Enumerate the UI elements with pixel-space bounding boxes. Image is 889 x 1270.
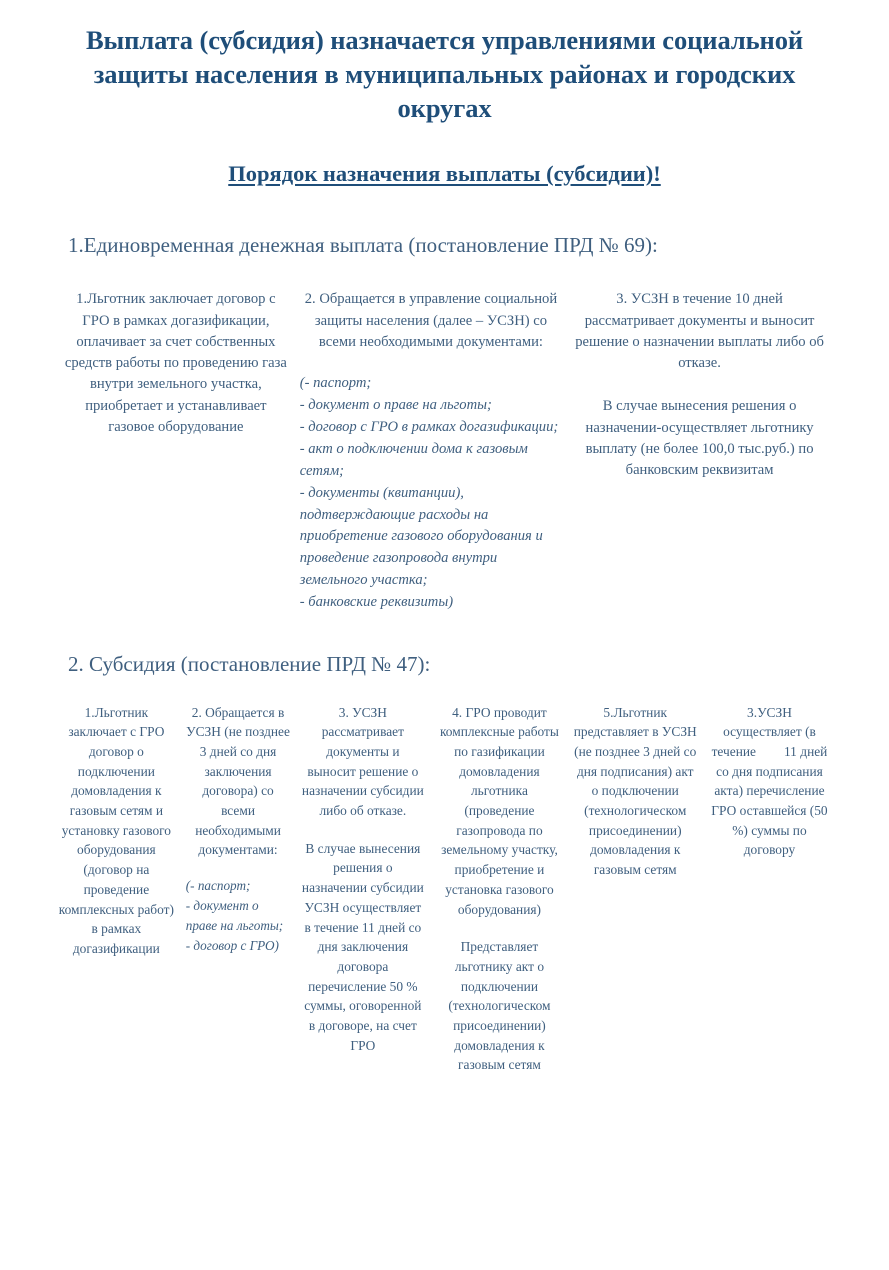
document-item: - договор с ГРО): [185, 937, 279, 953]
page-title: Выплата (субсидия) назначается управлениями социальной защиты населения в муниципальных районах и городских округах: [85, 25, 804, 123]
section-1-step-3: [568, 289, 831, 481]
step-text: [707, 703, 832, 861]
subtitle-container: [0, 126, 889, 187]
section-2-heading: 2. Субсидия (постановление ПРД № 47):: [68, 651, 431, 676]
document-item: (- паспорт;: [299, 375, 372, 392]
step-text: 5.Льготник представляет в УСЗН (не позднее 3 дней со дня подписания) акт о подключении (технологическом присоединении) домовладения к газовым сетям: [573, 704, 697, 878]
document-item: - документ о праве на льготы;: [185, 897, 284, 933]
step-text: 3. УСЗН в течение 10 дней рассматривает документы и выносит решение о назначении выплаты либо об отказе.: [575, 291, 824, 372]
document-item: - банковские реквизиты): [299, 594, 454, 611]
document-item: - документы (квитанции), подтверждающие расходы на приобретение газового оборудования и проведение газопровода внутри земельного участка;: [299, 484, 543, 589]
step-text: 4. ГРО проводит комплексные работы по газификации домовладения льготника (проведение газопровода по земельному участку, приобретение и установка газового оборудования): [439, 704, 559, 917]
document-item: - акт о подключении дома к газовым сетям;: [299, 440, 528, 479]
step-text: 1.Льготник заключает с ГРО договор о подключении домовладения к газовым сетям и установку газового оборудования (договор на проведение комплексных работ) в рамках догазификации: [58, 704, 174, 956]
section-2-step-2: [181, 703, 296, 956]
step-text: 2. Обращается в управление социальной защиты населения (далее – УСЗН) со всеми необходимыми документами:: [304, 291, 558, 350]
required-documents-list: [186, 876, 291, 955]
step-text: 3. УСЗН рассматривает документы и выносит решение о назначении субсидии либо об отказе.: [301, 704, 424, 819]
step-text: 2. Обращается в УСЗН (не позднее 3 дней со дня заключения договора) со всеми необходимыми документами:: [186, 704, 290, 858]
document-item: (- паспорт;: [185, 878, 251, 894]
section-2-step-3: [295, 703, 430, 1056]
step-text: 1.Льготник заключает договор с ГРО в рамках догазификации, оплачивает за счет собственных средств работы по проведению газа внутри земельного участка, приобретает и устанавливает газовое оборудование: [64, 291, 287, 436]
section-2-step-4: [430, 703, 568, 1076]
step-text-part-2: дней со дня подписания акта) перечисление ГРО оставшейся (50 %) суммы по договору: [711, 743, 828, 858]
step-text-secondary: В случае вынесения решения о назначении-осуществляет льготнику выплату (не более 100,0 тыс.руб.) по банковским реквизитам: [585, 398, 814, 479]
document-item: - документ о праве на льготы;: [299, 397, 492, 414]
section-1-step-1: [58, 289, 294, 438]
step-text-number: 11: [783, 743, 797, 759]
step-text-secondary: Представляет льготнику акт о подключении (технологическом присоединении) домовладения к газовым сетям: [448, 939, 551, 1073]
step-text-part-1: 3.УСЗН осуществляет (в течение: [711, 704, 816, 759]
document-item: - договор с ГРО в рамках догазификации;: [299, 418, 559, 435]
required-documents-list: [300, 373, 562, 614]
section-2-step-5: [569, 703, 702, 880]
section-1-columns: [0, 289, 889, 614]
section-2-step-6: [702, 703, 837, 861]
section-1-step-2: [294, 289, 568, 614]
section-2: [0, 650, 889, 1075]
page-subtitle: Порядок назначения выплаты (субсидии)!: [228, 160, 661, 186]
section-2-columns: [0, 703, 889, 1076]
step-text-secondary: В случае вынесения решения о назначении субсидии УСЗН осуществляет в течение 11 дней со дня заключения договора перечисление 50 % суммы, оговоренной в договоре, на счет ГРО: [301, 840, 424, 1053]
section-2-step-1: [52, 703, 181, 959]
section-1-heading: 1.Единовременная денежная выплата (постановление ПРД № 69):: [68, 232, 658, 257]
